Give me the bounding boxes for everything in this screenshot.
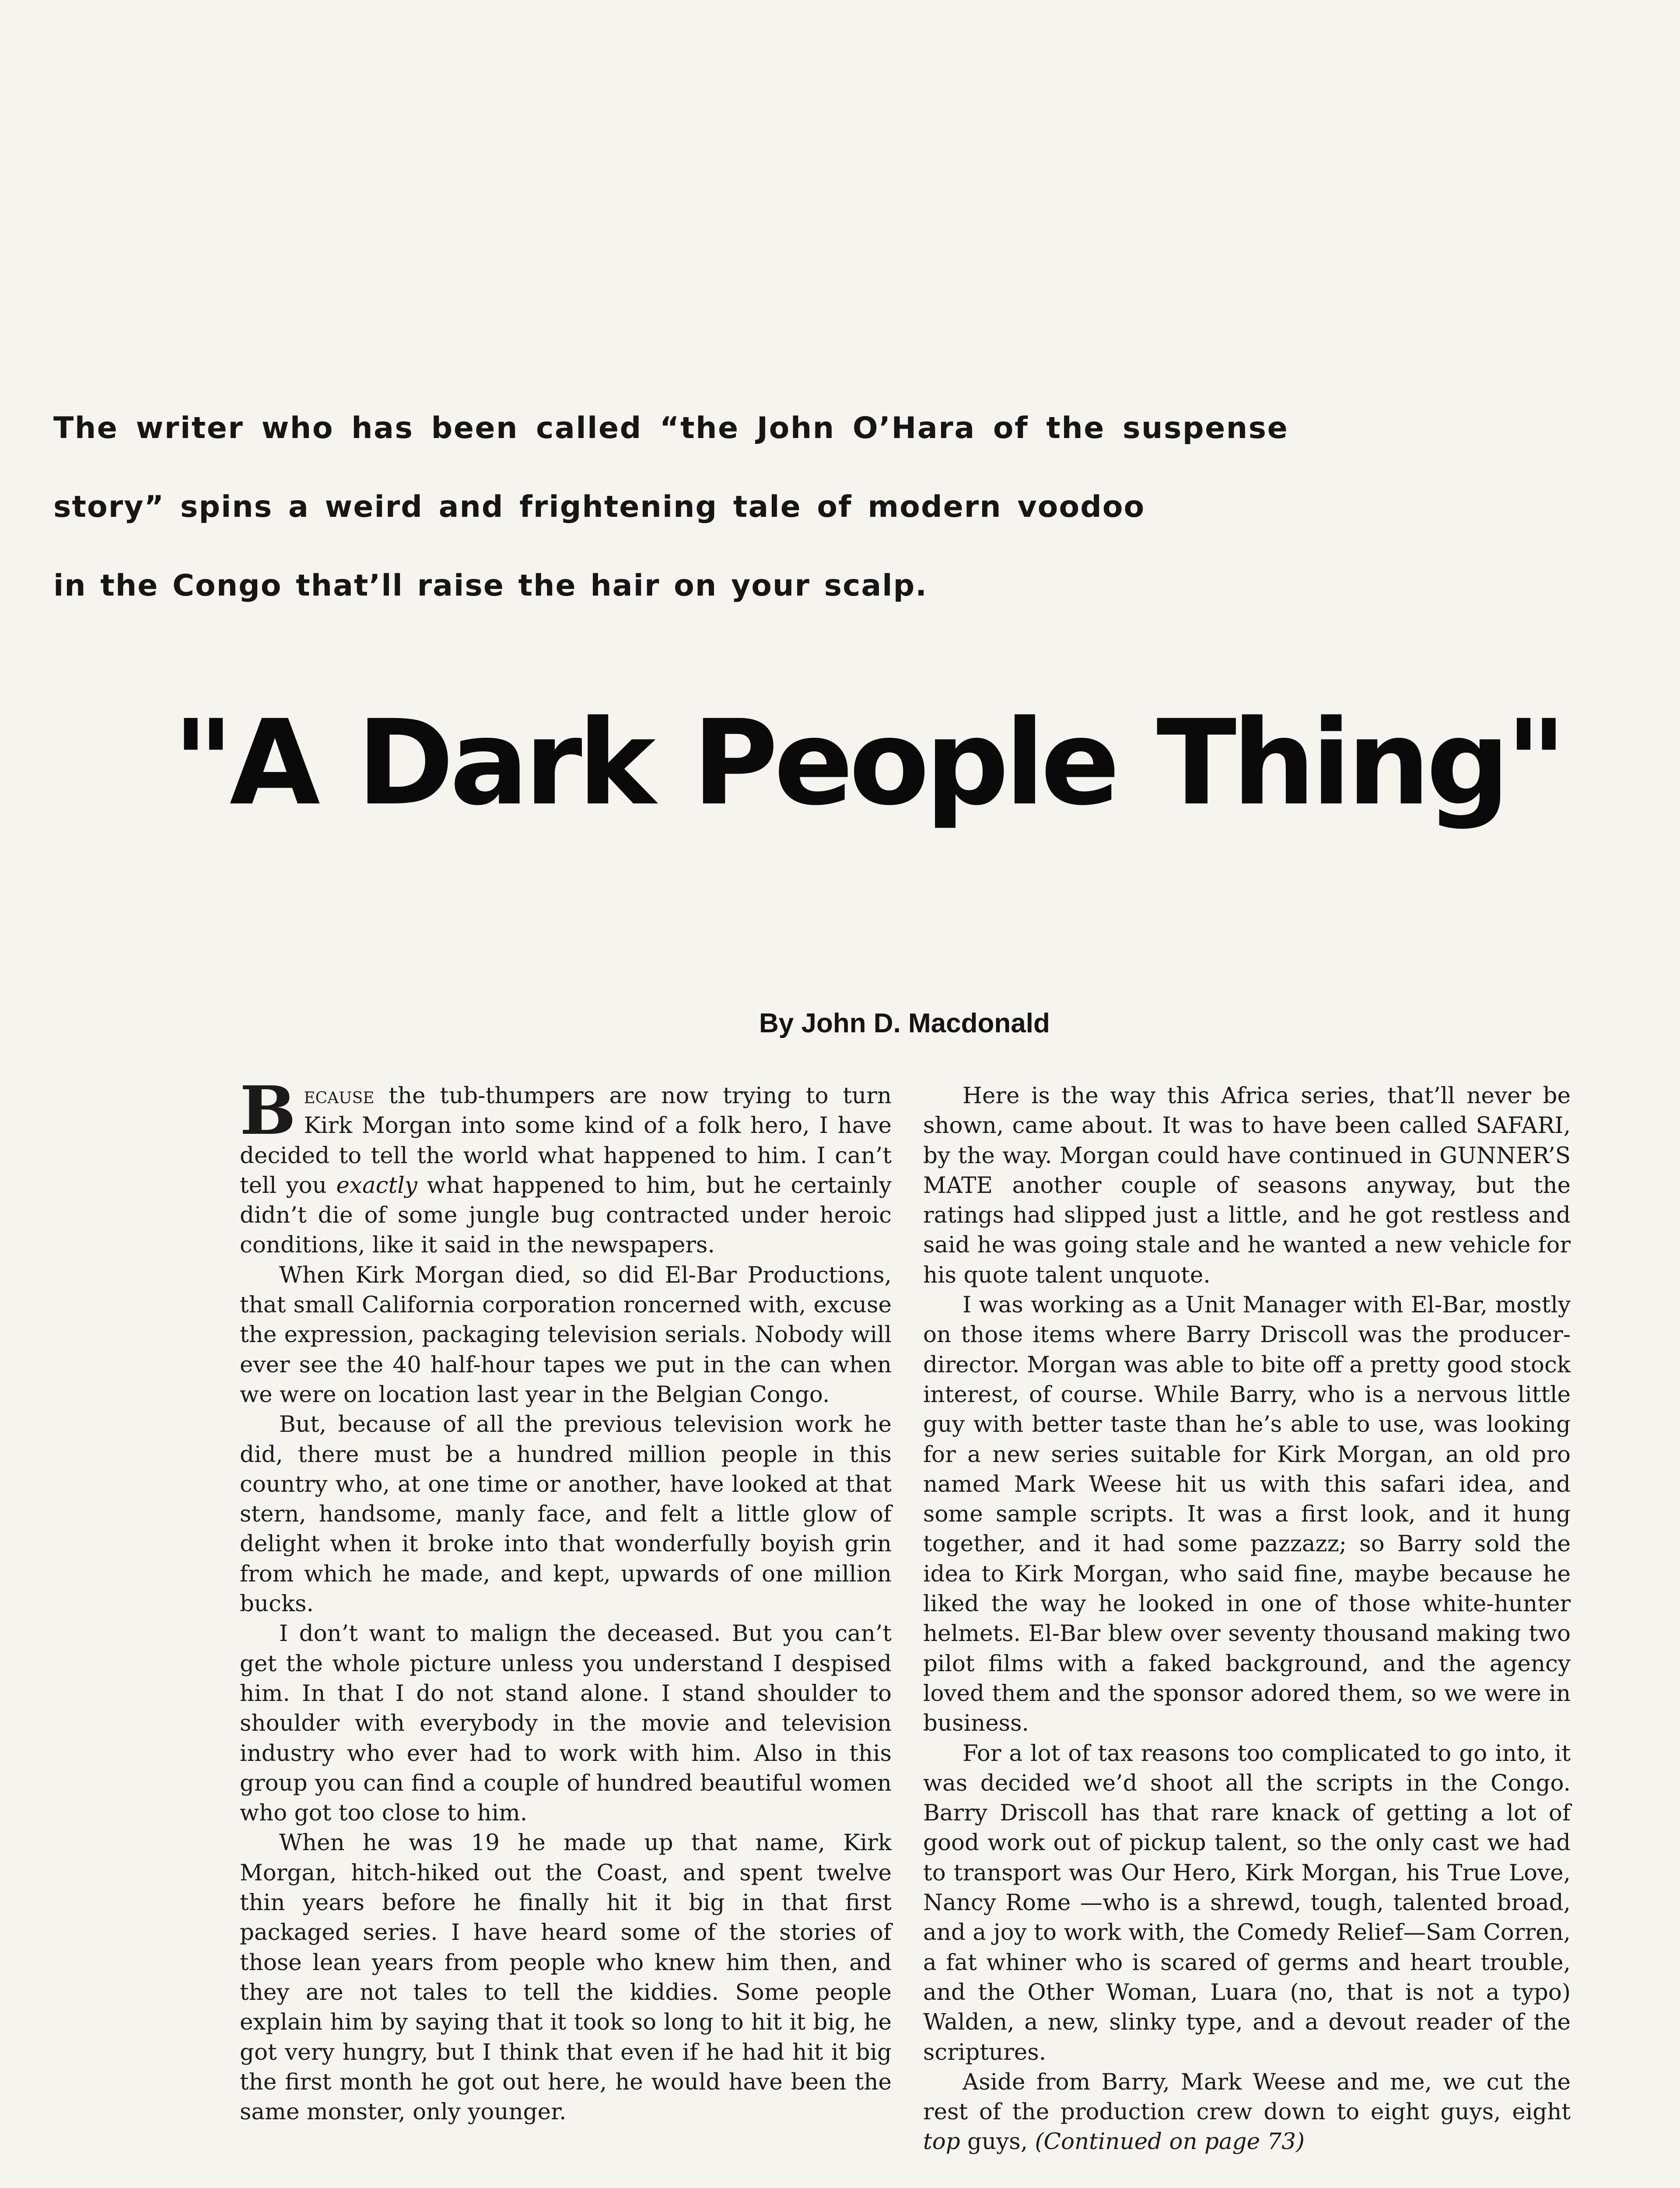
paragraph: When Kirk Morgan died, so did El-Bar Productions, that small California corporation roncerned with, excuse the expression, packaging television serials. Nobody will ever see the 40 half-hour tapes we put in the can when we were on location last year in the Belgian Congo. bbox=[240, 1262, 892, 1408]
paragraph: Here is the way this Africa series, that’ll never be shown, came about. It was to have been called SAFARI, by the way. Morgan could have continued in GUNNER’S MATE another couple of seasons anyway, but the ratings had slipped just a little, and he got restless and said he was going stale and he wanted a new vehicle for his quote talent unquote. bbox=[923, 1083, 1571, 1288]
blurb-line: in the Congo that’ll raise the hair on your scalp. bbox=[53, 568, 928, 603]
paragraph: But, because of all the previous television work he did, there must be a hundred million people in this country who, at one time or another, have looked at that stern, handsome, manly face, and felt a little glow of delight when it broke into that wonderfully boyish grin from which he made, and kept, upwards of one million bucks. bbox=[240, 1411, 892, 1617]
paragraph-text: Aside from Barry, Mark Weese and me, we cut the rest of the production crew down to eight guys, eight bbox=[923, 2069, 1571, 2125]
text-column-left bbox=[240, 1071, 892, 2127]
byline: By John D. Macdonald bbox=[759, 1008, 1050, 1038]
paragraph: I don’t want to malign the deceased. But you can’t get the whole picture unless you understand I despised him. In that I do not stand alone. I stand shoulder to shoulder with everybody in the movie and television industry who ever had to work with him. Also in this group you can find a couple of hundred beautiful women who got too close to him. bbox=[240, 1620, 892, 1827]
paragraph-text: guys, bbox=[960, 2128, 1035, 2155]
emphasis: exactly bbox=[336, 1172, 417, 1199]
intro-blurb bbox=[53, 411, 1313, 650]
continued-note: (Continued on page 73) bbox=[1035, 2128, 1305, 2155]
blurb-line: story” spins a weird and frightening tale of modern voodoo bbox=[53, 490, 1145, 524]
opening-word: ecause bbox=[304, 1083, 374, 1109]
paragraph: I was working as a Unit Manager with El-Bar, mostly on those items where Barry Driscoll was the producer-director. Morgan was able to bite off a pretty good stock interest, of course. While Barry, who is a nervous little guy with better taste than he’s able to use, was looking for a new series suitable for Kirk Morgan, an old pro named Mark Weese hit us with this safari idea, and some sample scripts. It was a first look, and it hung together, and it had some pazzazz; so Barry sold the idea to Kirk Morgan, who said fine, maybe because he liked the way he looked in one of those white-hunter helmets. El-Bar blew over seventy thousand making two pilot films with a faked background, and the agency loved them and the sponsor adored them, so we were in business. bbox=[923, 1292, 1571, 1737]
blurb-line: The writer who has been called “the John O’Hara of the suspense bbox=[53, 411, 1289, 445]
story-title: "A Dark People Thing" bbox=[173, 695, 1563, 831]
paragraph-text: what happened to him, but he certainly didn’t die of some jungle bug contracted under heroic conditions, like it said in the newspapers. bbox=[240, 1172, 892, 1259]
paragraph: When he was 19 he made up that name, Kirk Morgan, hitch-hiked out the Coast, and spent twelve thin years before he finally hit it big in that first packaged series. I have heard some of the stories of those lean years from people who knew him then, and they are not tales to tell the kiddies. Some people explain him by saying that it took so long to hit it big, he got very hungry, but I think that even if he had hit it big the first month he got out here, he would have been the same monster, only younger. bbox=[240, 1830, 892, 2125]
paragraph-text: the tub-thumpers are now trying to turn Kirk Morgan into some kind of a folk hero, I have decided to tell the world what happened to him. I can’t tell you bbox=[240, 1083, 892, 1199]
text-column-right bbox=[923, 1081, 1571, 2157]
paragraph bbox=[240, 1071, 892, 1260]
drop-cap: B bbox=[240, 1071, 296, 1150]
emphasis: top bbox=[923, 2128, 960, 2155]
paragraph: For a lot of tax reasons too complicated to go into, it was decided we’d shoot all the scripts in the Congo. Barry Driscoll has that rare knack of getting a lot of good work out of pickup talent, so the only cast we had to transport was Our Hero, Kirk Morgan, his True Love, Nancy Rome —who is a shrewd, tough, talented broad, and a joy to work with, the Comedy Relief—Sam Corren, a fat whiner who is scared of germs and heart trouble, and the Other Woman, Luara (no, that is not a typo) Walden, a new, slinky type, and a devout reader of the scriptures. bbox=[923, 1740, 1571, 2065]
paragraph bbox=[923, 2067, 1571, 2157]
